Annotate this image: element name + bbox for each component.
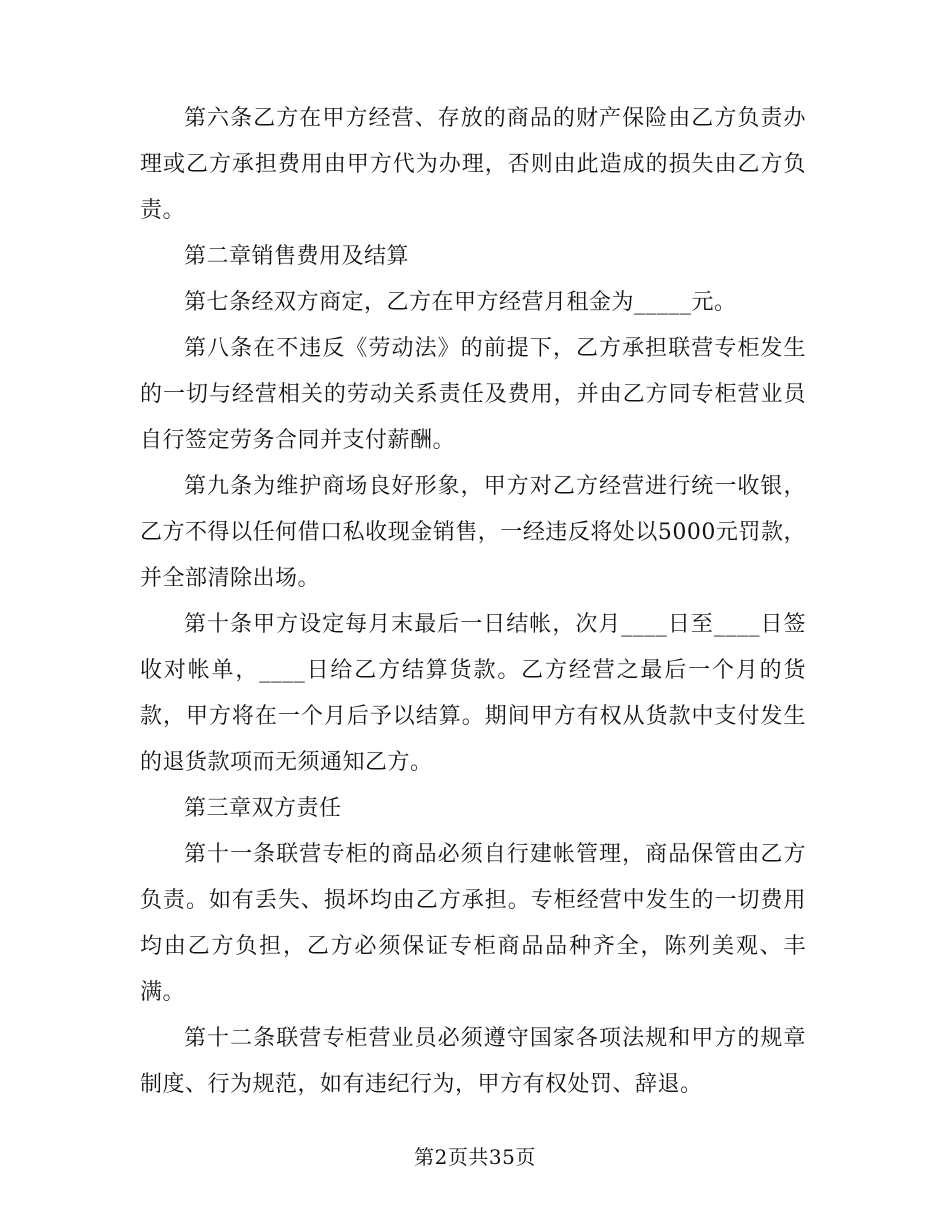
paragraph-article-10: 第十条甲方设定每月末最后一日结帐，次月____日至____日签收对帐单，____日给乙方结算货款。乙方经营之最后一个月的货款，甲方将在一个月后予以结算。期间甲方有权从货款中支付发生的退货款项而无须通知乙方。	[140, 612, 806, 775]
document-body	[140, 96, 806, 1108]
paragraph-article-7: 第七条经双方商定，乙方在甲方经营月租金为_____元。	[184, 290, 737, 315]
chapter-heading-2: 第二章销售费用及结算	[184, 244, 410, 269]
paragraph-article-9: 第九条为维护商场良好形象，甲方对乙方经营进行统一收银，乙方不得以任何借口私收现金销售，一经违反将处以5000元罚款，并全部清除出场。	[140, 474, 806, 591]
paragraph-article-8: 第八条在不违反《劳动法》的前提下，乙方承担联营专柜发生的一切与经营相关的劳动关系责任及费用，并由乙方同专柜营业员自行签定劳务合同并支付薪酬。	[140, 336, 806, 453]
page-number-footer: 第2页共35页	[414, 1145, 536, 1169]
chapter-heading-3: 第三章双方责任	[184, 796, 342, 821]
paragraph-article-6: 第六条乙方在甲方经营、存放的商品的财产保险由乙方负责办理或乙方承担费用由甲方代为办理，否则由此造成的损失由乙方负责。	[140, 106, 806, 223]
paragraph-article-11: 第十一条联营专柜的商品必须自行建帐管理，商品保管由乙方负责。如有丢失、损坏均由乙方承担。专柜经营中发生的一切费用均由乙方负担，乙方必须保证专柜商品品种齐全，陈列美观、丰满。	[140, 842, 806, 1005]
paragraph-article-12: 第十二条联营专柜营业员必须遵守国家各项法规和甲方的规章制度、行为规范，如有违纪行为，甲方有权处罚、辞退。	[140, 1026, 806, 1097]
